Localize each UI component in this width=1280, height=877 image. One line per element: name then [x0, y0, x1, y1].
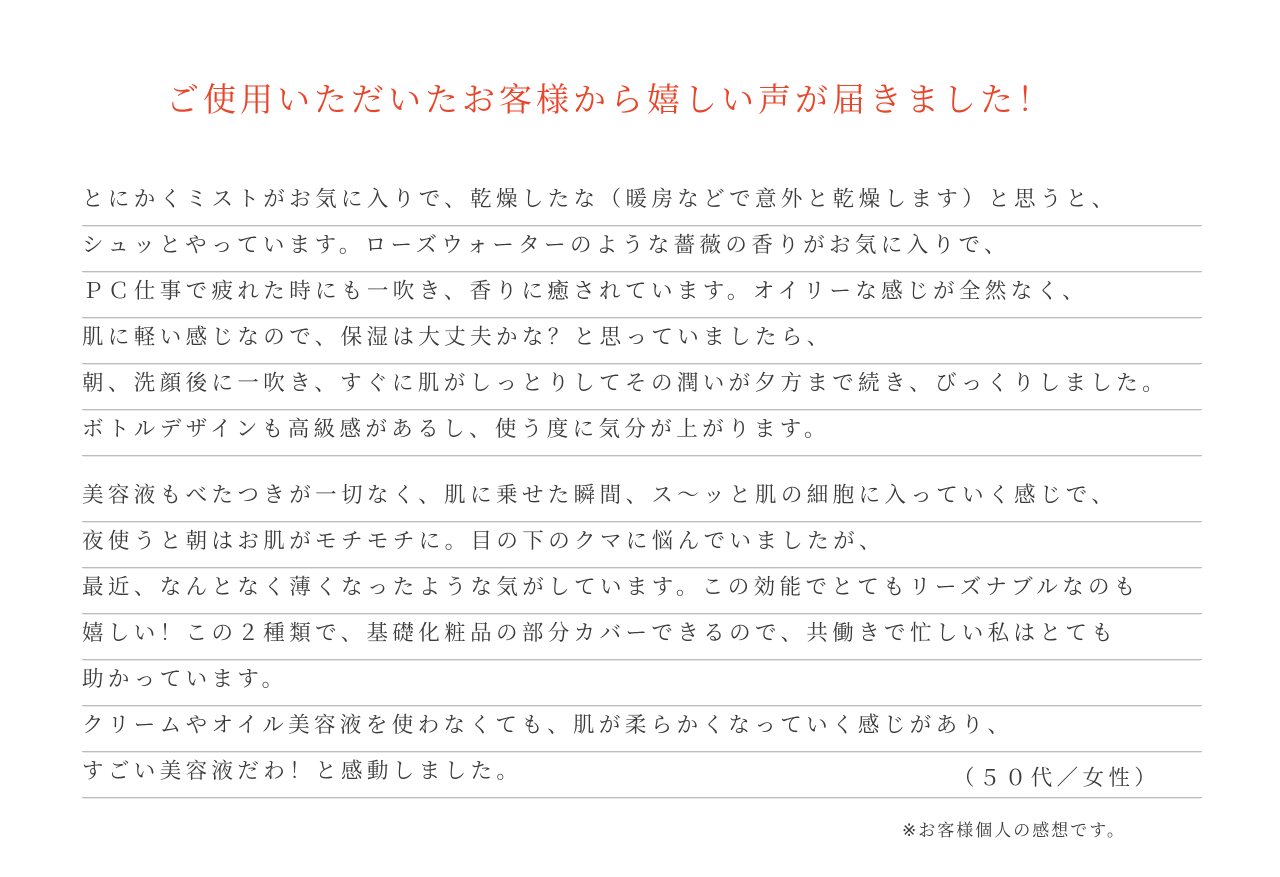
- testimonial-line: 肌に軽い感じなので、保湿は大丈夫かな？と思っていましたら、: [82, 318, 1202, 364]
- disclaimer-note: ※お客様個人の感想です。: [902, 821, 1126, 841]
- page-title: ご使用いただいたお客様から嬉しい声が届きました！: [166, 80, 1054, 119]
- testimonial-line: すごい美容液だわ！と感動しました。: [82, 752, 1202, 798]
- testimonial-line: 嬉しい！この２種類で、基礎化粧品の部分カバーできるので、共働きで忙しい私はとても: [82, 614, 1202, 660]
- testimonial-line: ボトルデザインも高級感があるし、使う度に気分が上がります。: [82, 410, 1202, 456]
- testimonial-line: クリームやオイル美容液を使わなくても、肌が柔らかくなっていく感じがあり、: [82, 706, 1202, 752]
- author-attribution: （５０代／女性）: [953, 766, 1161, 791]
- testimonial-line: 最近、なんとなく薄くなったような気がしています。この効能でとてもリーズナブルなのも: [82, 568, 1202, 614]
- testimonial-line: 夜使うと朝はお肌がモチモチに。目の下のクマに悩んでいましたが、: [82, 522, 1202, 568]
- testimonial-line: シュッとやっています。ローズウォーターのような薔薇の香りがお気に入りで、: [82, 226, 1202, 272]
- testimonial-line: 助かっています。: [82, 660, 1202, 706]
- testimonial-line: ＰＣ仕事で疲れた時にも一吹き、香りに癒されています。オイリーな感じが全然なく、: [82, 272, 1202, 318]
- testimonial-line: とにかくミストがお気に入りで、乾燥したな（暖房などで意外と乾燥します）と思うと、: [82, 180, 1202, 226]
- testimonial-line: 美容液もべたつきが一切なく、肌に乗せた瞬間、ス～ッと肌の細胞に入っていく感じで、: [82, 476, 1202, 522]
- testimonial-line: 朝、洗顔後に一吹き、すぐに肌がしっとりしてその潤いが夕方まで続き、びっくりしました。: [82, 364, 1202, 410]
